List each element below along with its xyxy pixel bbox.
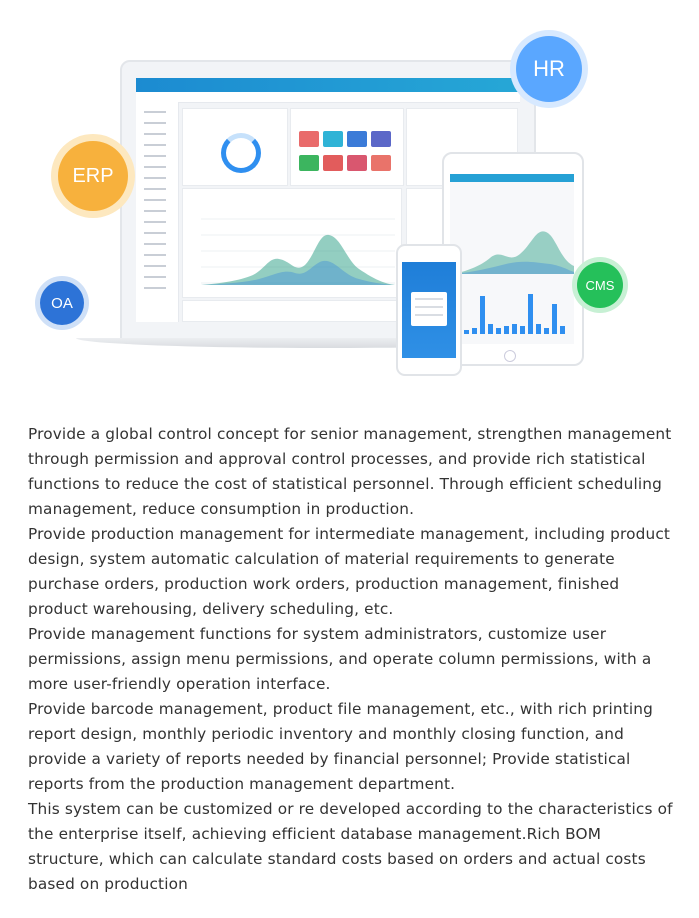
hero-illustration bbox=[0, 0, 699, 410]
tablet-home-button bbox=[504, 350, 516, 362]
cms-badge: CMS bbox=[577, 262, 623, 308]
tablet-screen bbox=[450, 174, 574, 344]
dashboard-donut-panel bbox=[182, 108, 288, 186]
dashboard-area-chart-panel bbox=[182, 188, 402, 298]
area-chart bbox=[183, 189, 401, 297]
paragraph-system-admin: Provide management functions for system administrators, customize user permissions, assign menu permissions, and operate column permissions, with a more user-friendly operation interface. bbox=[28, 625, 652, 693]
paragraph-barcode-reports: Provide barcode management, product file management, etc., with rich printing report design, monthly periodic inventory and monthly closing function, and provide a variety of reports needed by financial personnel; Provide statistical reports from the production management department. bbox=[28, 700, 653, 793]
phone-login-card bbox=[411, 292, 447, 326]
dashboard-sidebar bbox=[136, 102, 179, 322]
dashboard-shortcut-panel bbox=[290, 108, 404, 186]
donut-chart bbox=[221, 133, 261, 173]
dashboard-tab-bar bbox=[136, 92, 520, 103]
paragraph-production-management: Provide production management for intermediate management, including product design, system automatic calculation of material requirements to generate purchase orders, production work orders, production management, finished product warehousing, delivery scheduling, etc. bbox=[28, 525, 671, 618]
dashboard-top-bar bbox=[136, 78, 520, 92]
tablet-charts bbox=[450, 174, 574, 344]
hr-badge: HR bbox=[516, 36, 582, 102]
paragraph-senior-management: Provide a global control concept for senior management, strengthen management through permission and approval control processes, and provide rich statistical functions to reduce the cost of statistical personnel. Through efficient scheduling management, reduce consumption in production. bbox=[28, 425, 672, 518]
description-text bbox=[28, 422, 674, 897]
oa-badge: OA bbox=[40, 281, 84, 325]
erp-badge: ERP bbox=[58, 141, 128, 211]
phone-mockup bbox=[396, 244, 462, 376]
phone-screen bbox=[402, 262, 456, 358]
paragraph-customization: This system can be customized or re developed according to the characteristics of the enterprise itself, achieving efficient database management.Rich BOM structure, which can calculate standard costs based on orders and actual costs based on production bbox=[28, 800, 673, 893]
tablet-mockup bbox=[442, 152, 584, 366]
